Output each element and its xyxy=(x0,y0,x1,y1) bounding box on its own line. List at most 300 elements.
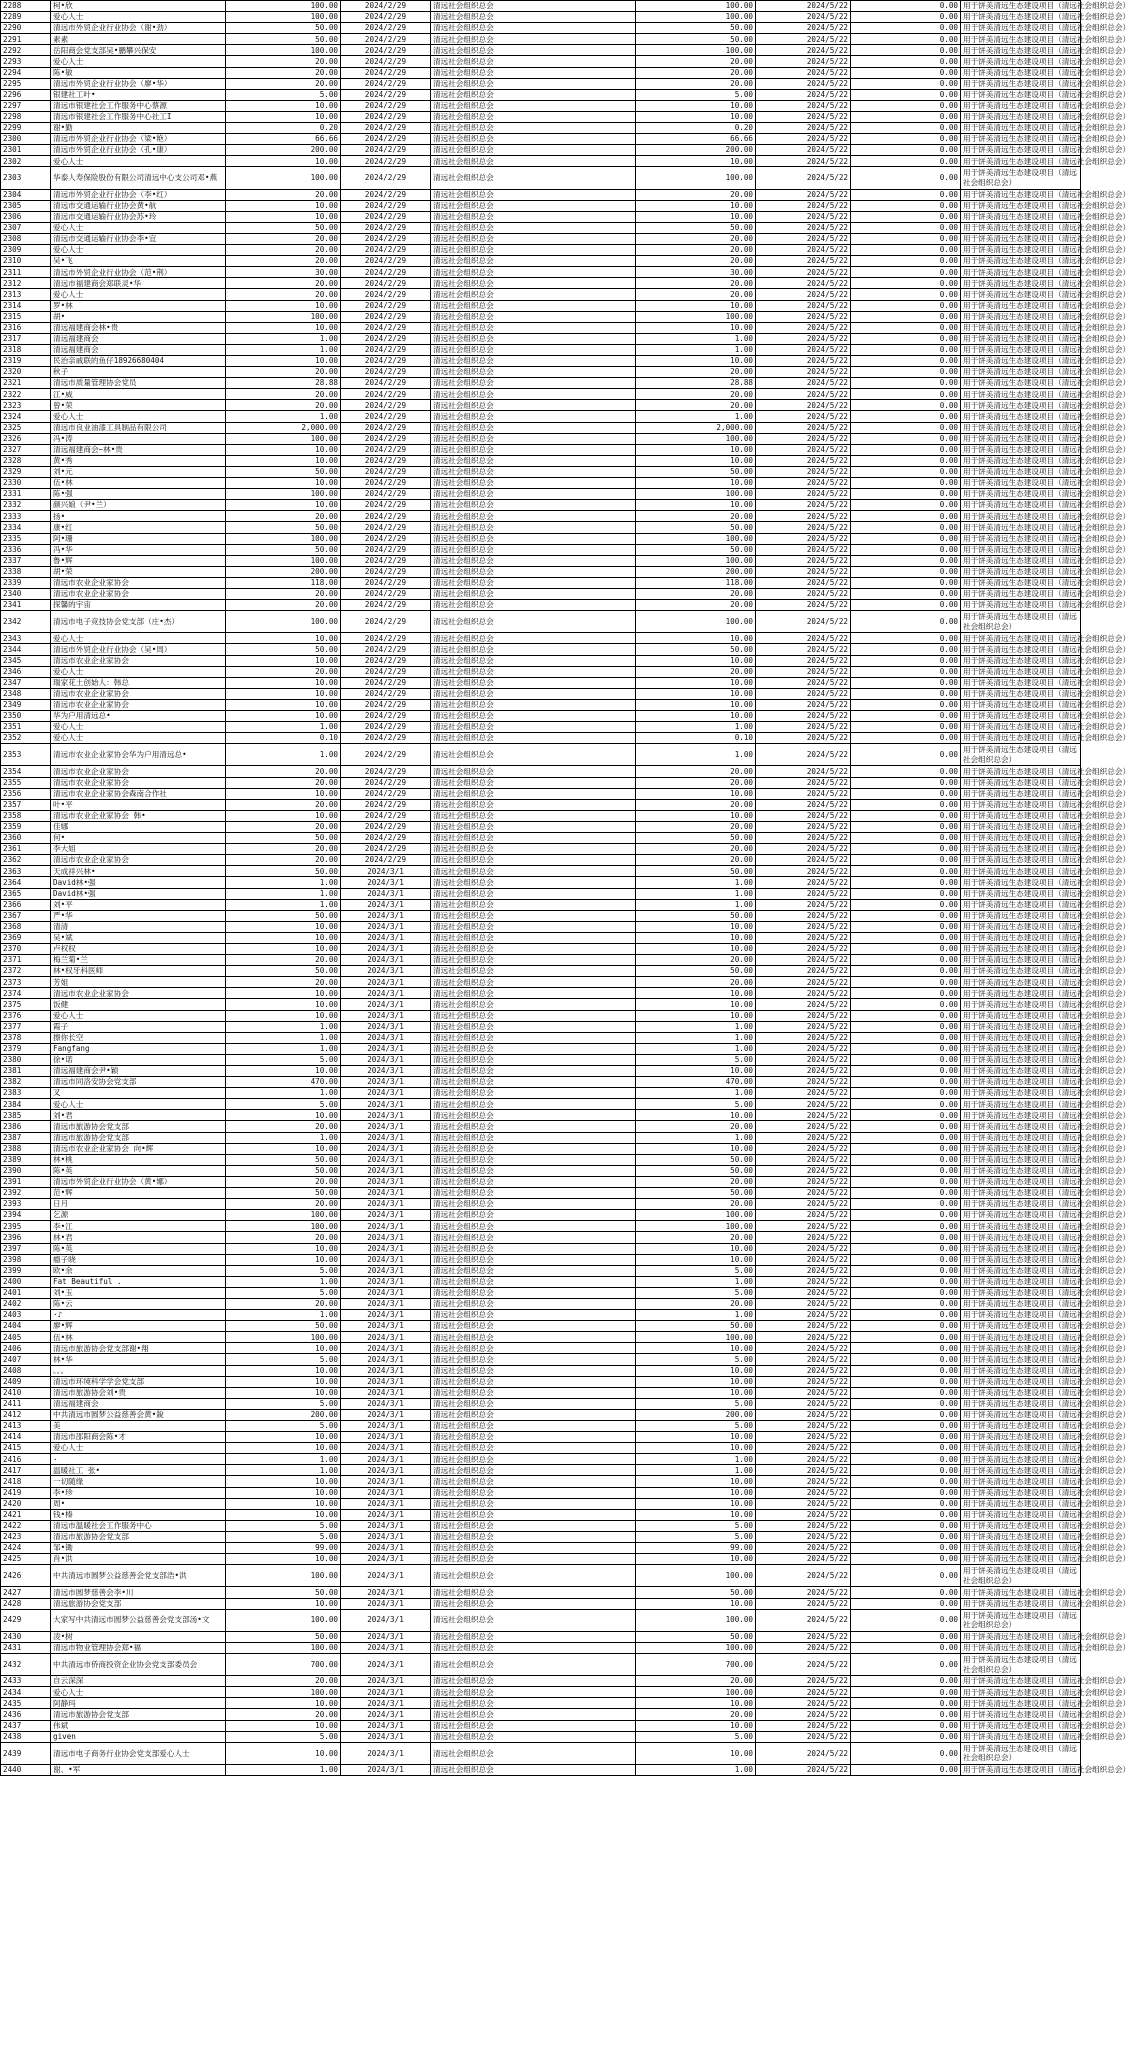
disbursement-date: 2024/5/22 xyxy=(756,256,851,267)
donation-amount: 10.00 xyxy=(226,1698,341,1709)
purpose: 用于饼美清远生态建设项目（清远社会组织总会） xyxy=(961,1742,1081,1764)
recipient-organization: 清远社会组织总会 xyxy=(431,1509,636,1520)
donor-name: 伟斌 xyxy=(51,1720,226,1731)
remaining-balance: 0.00 xyxy=(851,1376,961,1387)
donation-date: 2024/2/29 xyxy=(341,34,431,45)
donor-name: Fat Beautiful . xyxy=(51,1276,226,1287)
recipient-organization: 清远社会组织总会 xyxy=(431,1298,636,1309)
row-number: 2343 xyxy=(1,633,51,644)
donation-amount: 100.00 xyxy=(226,489,341,500)
disbursement-date: 2024/5/22 xyxy=(756,1276,851,1287)
disbursement-date: 2024/5/22 xyxy=(756,766,851,777)
disbursement-date: 2024/5/22 xyxy=(756,156,851,167)
donor-name: 凌•树 xyxy=(51,1631,226,1642)
disbursement-date: 2024/5/22 xyxy=(756,433,851,444)
donation-amount: 10.00 xyxy=(226,988,341,999)
row-number: 2380 xyxy=(1,1054,51,1065)
remaining-balance: 0.00 xyxy=(851,433,961,444)
donation-amount: 10.00 xyxy=(226,100,341,111)
donation-amount: 10.00 xyxy=(226,1720,341,1731)
donor-name: 清远市良业油漆工具制品有限公司 xyxy=(51,422,226,433)
disbursed-amount: 50.00 xyxy=(636,466,756,477)
purpose: 用于饼美清远生态建设项目（清远社会组织总会） xyxy=(961,1454,1081,1465)
remaining-balance: 0.00 xyxy=(851,1465,961,1476)
donation-amount: 20.00 xyxy=(226,777,341,788)
remaining-balance: 0.00 xyxy=(851,200,961,211)
purpose: 用于饼美清远生态建设项目（清远社会组织总会） xyxy=(961,1066,1081,1077)
recipient-organization: 清远社会组织总会 xyxy=(431,311,636,322)
donation-amount: 100.00 xyxy=(226,1,341,12)
donation-date: 2024/3/1 xyxy=(341,1742,431,1764)
donor-name: 林•君 xyxy=(51,1232,226,1243)
donor-name: 李大姐 xyxy=(51,844,226,855)
donation-amount: 10.00 xyxy=(226,1598,341,1609)
table-row xyxy=(1,1387,1081,1398)
row-number: 2327 xyxy=(1,444,51,455)
disbursement-date: 2024/5/22 xyxy=(756,1398,851,1409)
remaining-balance: 0.00 xyxy=(851,422,961,433)
row-number: 2417 xyxy=(1,1465,51,1476)
donation-amount: 50.00 xyxy=(226,544,341,555)
remaining-balance: 0.00 xyxy=(851,267,961,278)
donation-amount: 10.00 xyxy=(226,1476,341,1487)
donor-name: 秋子 xyxy=(51,367,226,378)
donation-date: 2024/3/1 xyxy=(341,1598,431,1609)
remaining-balance: 0.00 xyxy=(851,478,961,489)
row-number: 2363 xyxy=(1,866,51,877)
disbursement-date: 2024/5/22 xyxy=(756,977,851,988)
remaining-balance: 0.00 xyxy=(851,1443,961,1454)
disbursement-date: 2024/5/22 xyxy=(756,522,851,533)
remaining-balance: 0.00 xyxy=(851,655,961,666)
recipient-organization: 清远社会组织总会 xyxy=(431,56,636,67)
donation-amount: 10.00 xyxy=(226,1554,341,1565)
row-number: 2378 xyxy=(1,1032,51,1043)
recipient-organization: 清远社会组织总会 xyxy=(431,1143,636,1154)
disbursement-date: 2024/5/22 xyxy=(756,1598,851,1609)
donor-name: 清远市农业企业家协会华为户用清远总• xyxy=(51,744,226,766)
remaining-balance: 0.00 xyxy=(851,722,961,733)
disbursement-date: 2024/5/22 xyxy=(756,921,851,932)
disbursement-date: 2024/5/22 xyxy=(756,400,851,411)
donation-amount: 10.00 xyxy=(226,1487,341,1498)
donation-date: 2024/2/29 xyxy=(341,810,431,821)
table-row xyxy=(1,777,1081,788)
donation-date: 2024/2/29 xyxy=(341,555,431,566)
donation-date: 2024/2/29 xyxy=(341,222,431,233)
donation-amount: 100.00 xyxy=(226,611,341,633)
table-row xyxy=(1,500,1081,511)
donation-date: 2024/3/1 xyxy=(341,1443,431,1454)
purpose: 用于饼美清远生态建设项目（清远社会组织总会） xyxy=(961,1531,1081,1542)
recipient-organization: 清远社会组织总会 xyxy=(431,1077,636,1088)
donor-name: 康•红 xyxy=(51,522,226,533)
purpose: 用于饼美清远生态建设项目（清远社会组织总会） xyxy=(961,489,1081,500)
recipient-organization: 清远社会组织总会 xyxy=(431,222,636,233)
donation-date: 2024/3/1 xyxy=(341,1376,431,1387)
donation-date: 2024/3/1 xyxy=(341,1365,431,1376)
recipient-organization: 清远社会组织总会 xyxy=(431,733,636,744)
disbursed-amount: 50.00 xyxy=(636,522,756,533)
donation-date: 2024/2/29 xyxy=(341,711,431,722)
remaining-balance: 0.00 xyxy=(851,134,961,145)
remaining-balance: 0.00 xyxy=(851,555,961,566)
disbursement-date: 2024/5/22 xyxy=(756,100,851,111)
donation-date: 2024/2/29 xyxy=(341,356,431,367)
donation-date: 2024/2/29 xyxy=(341,123,431,134)
donation-amount: 118.00 xyxy=(226,577,341,588)
disbursement-date: 2024/5/22 xyxy=(756,1343,851,1354)
donor-name: 清远市交通运输行业协会黄•航 xyxy=(51,200,226,211)
table-row xyxy=(1,167,1081,189)
disbursed-amount: 10.00 xyxy=(636,1509,756,1520)
row-number: 2339 xyxy=(1,577,51,588)
donation-amount: 1.00 xyxy=(226,333,341,344)
row-number: 2323 xyxy=(1,400,51,411)
donation-date: 2024/2/29 xyxy=(341,389,431,400)
donor-name: 清远市农业企业家协会 xyxy=(51,988,226,999)
donation-amount: 20.00 xyxy=(226,400,341,411)
recipient-organization: 清远社会组织总会 xyxy=(431,1476,636,1487)
table-row xyxy=(1,1731,1081,1742)
purpose: 用于饼美清远生态建设项目（清远社会组织总会） xyxy=(961,1243,1081,1254)
donor-name: 陈•英 xyxy=(51,1243,226,1254)
donation-amount: 20.00 xyxy=(226,511,341,522)
row-number: 2367 xyxy=(1,910,51,921)
recipient-organization: 清远社会组织总会 xyxy=(431,1132,636,1143)
row-number: 2372 xyxy=(1,966,51,977)
remaining-balance: 0.00 xyxy=(851,1332,961,1343)
row-number: 2365 xyxy=(1,888,51,899)
donation-amount: 20.00 xyxy=(226,821,341,832)
row-number: 2420 xyxy=(1,1498,51,1509)
recipient-organization: 清远社会组织总会 xyxy=(431,888,636,899)
donor-name: 清远福建商会 xyxy=(51,1398,226,1409)
purpose: 用于饼美清远生态建设项目（清远社会组织总会） xyxy=(961,1176,1081,1187)
purpose: 用于饼美清远生态建设项目（清远社会组织总会） xyxy=(961,100,1081,111)
donation-amount: 5.00 xyxy=(226,1287,341,1298)
donation-date: 2024/3/1 xyxy=(341,1232,431,1243)
table-row xyxy=(1,111,1081,122)
purpose: 用于饼美清远生态建设项目（清远社会组织总会） xyxy=(961,566,1081,577)
recipient-organization: 清远社会组织总会 xyxy=(431,777,636,788)
table-row xyxy=(1,34,1081,45)
donation-amount: 10.00 xyxy=(226,655,341,666)
purpose: 用于饼美清远生态建设项目（清远社会组织总会） xyxy=(961,1443,1081,1454)
donation-date: 2024/3/1 xyxy=(341,1343,431,1354)
row-number: 2439 xyxy=(1,1742,51,1764)
disbursement-date: 2024/5/22 xyxy=(756,1509,851,1520)
purpose: 用于饼美清远生态建设项目（清远社会组织总会） xyxy=(961,666,1081,677)
table-row xyxy=(1,1054,1081,1065)
donation-amount: 10.00 xyxy=(226,211,341,222)
disbursed-amount: 10.00 xyxy=(636,699,756,710)
donation-date: 2024/2/29 xyxy=(341,699,431,710)
recipient-organization: 清远社会组织总会 xyxy=(431,844,636,855)
recipient-organization: 清远社会组织总会 xyxy=(431,932,636,943)
remaining-balance: 0.00 xyxy=(851,167,961,189)
remaining-balance: 0.00 xyxy=(851,910,961,921)
donation-amount: 30.00 xyxy=(226,267,341,278)
donation-amount: 1.00 xyxy=(226,1454,341,1465)
disbursement-date: 2024/5/22 xyxy=(756,821,851,832)
remaining-balance: 0.00 xyxy=(851,1176,961,1187)
disbursement-date: 2024/5/22 xyxy=(756,1642,851,1653)
disbursed-amount: 10.00 xyxy=(636,455,756,466)
donation-date: 2024/3/1 xyxy=(341,1143,431,1154)
disbursed-amount: 20.00 xyxy=(636,256,756,267)
disbursed-amount: 20.00 xyxy=(636,511,756,522)
donor-name: 饭健 xyxy=(51,999,226,1010)
table-row xyxy=(1,245,1081,256)
row-number: 2288 xyxy=(1,1,51,12)
table-row xyxy=(1,1476,1081,1487)
table-row xyxy=(1,1409,1081,1420)
donation-amount: 10.00 xyxy=(226,500,341,511)
row-number: 2379 xyxy=(1,1043,51,1054)
disbursed-amount: 10.00 xyxy=(636,211,756,222)
remaining-balance: 0.00 xyxy=(851,233,961,244)
purpose: 用于饼美清远生态建设项目（清远社会组织总会） xyxy=(961,444,1081,455)
remaining-balance: 0.00 xyxy=(851,821,961,832)
donation-amount: 20.00 xyxy=(226,977,341,988)
row-number: 2305 xyxy=(1,200,51,211)
recipient-organization: 清远社会组织总会 xyxy=(431,1099,636,1110)
purpose: 用于饼美清远生态建设项目（清远社会组织总会） xyxy=(961,222,1081,233)
donation-amount: 20.00 xyxy=(226,1676,341,1687)
purpose: 用于饼美清远生态建设项目（清远社会组织总会） xyxy=(961,400,1081,411)
remaining-balance: 0.00 xyxy=(851,666,961,677)
table-row xyxy=(1,1176,1081,1187)
disbursement-date: 2024/5/22 xyxy=(756,444,851,455)
donation-amount: 200.00 xyxy=(226,1409,341,1420)
donor-name: 温暖社工 张• xyxy=(51,1465,226,1476)
donor-name: 刘•元 xyxy=(51,466,226,477)
disbursed-amount: 10.00 xyxy=(636,1698,756,1709)
remaining-balance: 0.00 xyxy=(851,56,961,67)
purpose: 用于饼美清远生态建设项目（清远社会组织总会） xyxy=(961,1321,1081,1332)
donation-amount: 66.66 xyxy=(226,134,341,145)
disbursed-amount: 10.00 xyxy=(636,1010,756,1021)
table-row xyxy=(1,511,1081,522)
purpose: 用于饼美清远生态建设项目（清远社会组织总会） xyxy=(961,699,1081,710)
donor-name: 擦你长空 xyxy=(51,1032,226,1043)
row-number: 2347 xyxy=(1,677,51,688)
purpose: 用于饼美清远生态建设项目（清远社会组织总会） xyxy=(961,1642,1081,1653)
disbursement-date: 2024/5/22 xyxy=(756,733,851,744)
remaining-balance: 0.00 xyxy=(851,322,961,333)
row-number: 2360 xyxy=(1,833,51,844)
disbursement-date: 2024/5/22 xyxy=(756,910,851,921)
disbursed-amount: 10.00 xyxy=(636,677,756,688)
recipient-organization: 清远社会组织总会 xyxy=(431,1587,636,1598)
disbursement-date: 2024/5/22 xyxy=(756,1,851,12)
recipient-organization: 清远社会组织总会 xyxy=(431,100,636,111)
disbursement-date: 2024/5/22 xyxy=(756,1032,851,1043)
disbursed-amount: 20.00 xyxy=(636,1298,756,1309)
recipient-organization: 清远社会组织总会 xyxy=(431,400,636,411)
disbursement-date: 2024/5/22 xyxy=(756,1132,851,1143)
remaining-balance: 0.00 xyxy=(851,411,961,422)
recipient-organization: 清远社会组织总会 xyxy=(431,300,636,311)
remaining-balance: 0.00 xyxy=(851,123,961,134)
disbursement-date: 2024/5/22 xyxy=(756,1265,851,1276)
donor-name: 谢、•军 xyxy=(51,1764,226,1775)
row-number: 2333 xyxy=(1,511,51,522)
disbursed-amount: 20.00 xyxy=(636,844,756,855)
recipient-organization: 清远社会组织总会 xyxy=(431,1443,636,1454)
recipient-organization: 清远社会组织总会 xyxy=(431,1221,636,1232)
disbursement-date: 2024/5/22 xyxy=(756,1376,851,1387)
purpose: 用于饼美清远生态建设项目（清远社会组织总会） xyxy=(961,1676,1081,1687)
remaining-balance: 0.00 xyxy=(851,367,961,378)
disbursement-date: 2024/5/22 xyxy=(756,855,851,866)
purpose: 用于饼美清远生态建设项目（清远社会组织总会） xyxy=(961,988,1081,999)
recipient-organization: 清远社会组织总会 xyxy=(431,1720,636,1731)
remaining-balance: 0.00 xyxy=(851,1021,961,1032)
recipient-organization: 清远社会组织总会 xyxy=(431,289,636,300)
donor-name: 清远市交通运输行业协会李•宜 xyxy=(51,233,226,244)
row-number: 2393 xyxy=(1,1199,51,1210)
donation-date: 2024/3/1 xyxy=(341,977,431,988)
donor-name: 陈•敏 xyxy=(51,67,226,78)
donor-name: 爱心人士 xyxy=(51,1443,226,1454)
donation-date: 2024/2/29 xyxy=(341,433,431,444)
disbursement-date: 2024/5/22 xyxy=(756,1387,851,1398)
disbursed-amount: 10.00 xyxy=(636,444,756,455)
row-number: 2328 xyxy=(1,455,51,466)
disbursed-amount: 100.00 xyxy=(636,533,756,544)
recipient-organization: 清远社会组织总会 xyxy=(431,1565,636,1587)
donation-amount: 10.00 xyxy=(226,1343,341,1354)
donation-amount: 100.00 xyxy=(226,1609,341,1631)
purpose: 用于饼美清远生态建设项目（清远社会组织总会） xyxy=(961,999,1081,1010)
table-row xyxy=(1,655,1081,666)
disbursed-amount: 5.00 xyxy=(636,1354,756,1365)
row-number: 2416 xyxy=(1,1454,51,1465)
disbursement-date: 2024/5/22 xyxy=(756,744,851,766)
row-number: 2329 xyxy=(1,466,51,477)
donation-date: 2024/2/29 xyxy=(341,89,431,100)
donor-name: David林•强 xyxy=(51,877,226,888)
donation-amount: 20.00 xyxy=(226,289,341,300)
table-row xyxy=(1,23,1081,34)
row-number: 2359 xyxy=(1,821,51,832)
donor-name: 曾•荣 xyxy=(51,400,226,411)
recipient-organization: 清远社会组织总会 xyxy=(431,489,636,500)
donor-name: 清远市电子竞技协会党支部（庄•杰） xyxy=(51,611,226,633)
purpose: 用于饼美清远生态建设项目（清远社会组织总会） xyxy=(961,1010,1081,1021)
disbursed-amount: 20.00 xyxy=(636,1232,756,1243)
remaining-balance: 0.00 xyxy=(851,1687,961,1698)
donation-amount: 10.00 xyxy=(226,444,341,455)
table-row xyxy=(1,1021,1081,1032)
donation-date: 2024/2/29 xyxy=(341,855,431,866)
table-row xyxy=(1,211,1081,222)
purpose: 用于饼美清远生态建设项目（清远社会组织总会） xyxy=(961,1188,1081,1199)
remaining-balance: 0.00 xyxy=(851,899,961,910)
donor-name: 吴•飞 xyxy=(51,256,226,267)
donation-amount: 20.00 xyxy=(226,1199,341,1210)
donation-amount: 5.00 xyxy=(226,1531,341,1542)
donation-date: 2024/2/29 xyxy=(341,233,431,244)
donor-name: 银建社工叶• xyxy=(51,89,226,100)
disbursed-amount: 5.00 xyxy=(636,1520,756,1531)
purpose: 用于饼美清远生态建设项目（清远社会组织总会） xyxy=(961,688,1081,699)
table-row xyxy=(1,1221,1081,1232)
row-number: 2388 xyxy=(1,1143,51,1154)
donation-date: 2024/3/1 xyxy=(341,1043,431,1054)
purpose: 用于饼美清远生态建设项目（清远社会组织总会） xyxy=(961,1132,1081,1143)
recipient-organization: 清远社会组织总会 xyxy=(431,1676,636,1687)
recipient-organization: 清远社会组织总会 xyxy=(431,1088,636,1099)
disbursement-date: 2024/5/22 xyxy=(756,1110,851,1121)
remaining-balance: 0.00 xyxy=(851,489,961,500)
recipient-organization: 清远社会组织总会 xyxy=(431,866,636,877)
remaining-balance: 0.00 xyxy=(851,245,961,256)
disbursement-date: 2024/5/22 xyxy=(756,633,851,644)
purpose: 用于饼美清远生态建设项目（清远社会组织总会） xyxy=(961,1099,1081,1110)
purpose: 用于饼美清远生态建设项目（清远社会组织总会） xyxy=(961,23,1081,34)
disbursed-amount: 10.00 xyxy=(636,1498,756,1509)
purpose: 用于饼美清远生态建设项目（清远社会组织总会） xyxy=(961,977,1081,988)
donor-name: 佳娜 xyxy=(51,821,226,832)
donation-amount: 100.00 xyxy=(226,1642,341,1653)
row-number: 2391 xyxy=(1,1176,51,1187)
recipient-organization: 清远社会组织总会 xyxy=(431,167,636,189)
row-number: 2325 xyxy=(1,422,51,433)
row-number: 2394 xyxy=(1,1210,51,1221)
recipient-organization: 清远社会组织总会 xyxy=(431,1010,636,1021)
donation-date: 2024/2/29 xyxy=(341,278,431,289)
purpose: 用于饼美清远生态建设项目（清远社会组织总会） xyxy=(961,89,1081,100)
table-row xyxy=(1,56,1081,67)
donation-amount: 10.00 xyxy=(226,322,341,333)
donation-amount: 50.00 xyxy=(226,34,341,45)
table-row xyxy=(1,866,1081,877)
disbursement-date: 2024/5/22 xyxy=(756,999,851,1010)
purpose: 用于饼美清远生态建设项目（清远社会组织总会） xyxy=(961,1376,1081,1387)
table-row xyxy=(1,555,1081,566)
donation-amount: 0.10 xyxy=(226,733,341,744)
remaining-balance: 0.00 xyxy=(851,711,961,722)
disbursement-date: 2024/5/22 xyxy=(756,500,851,511)
disbursed-amount: 20.00 xyxy=(636,189,756,200)
table-row xyxy=(1,233,1081,244)
remaining-balance: 0.00 xyxy=(851,1276,961,1287)
remaining-balance: 0.00 xyxy=(851,1054,961,1065)
disbursement-date: 2024/5/22 xyxy=(756,1687,851,1698)
row-number: 2337 xyxy=(1,555,51,566)
row-number: 2430 xyxy=(1,1631,51,1642)
table-row xyxy=(1,1121,1081,1132)
recipient-organization: 清远社会组织总会 xyxy=(431,1387,636,1398)
donation-date: 2024/2/29 xyxy=(341,455,431,466)
donor-name: 柯•欣 xyxy=(51,1,226,12)
donation-amount: 20.00 xyxy=(226,245,341,256)
donation-amount: 1.00 xyxy=(226,888,341,899)
table-row xyxy=(1,1321,1081,1332)
donation-date: 2024/3/1 xyxy=(341,1565,431,1587)
table-row xyxy=(1,1565,1081,1587)
recipient-organization: 清远社会组织总会 xyxy=(431,211,636,222)
row-number: 2399 xyxy=(1,1265,51,1276)
donation-date: 2024/3/1 xyxy=(341,1354,431,1365)
table-row xyxy=(1,189,1081,200)
row-number: 2414 xyxy=(1,1432,51,1443)
remaining-balance: 0.00 xyxy=(851,1188,961,1199)
donation-amount: 20.00 xyxy=(226,278,341,289)
